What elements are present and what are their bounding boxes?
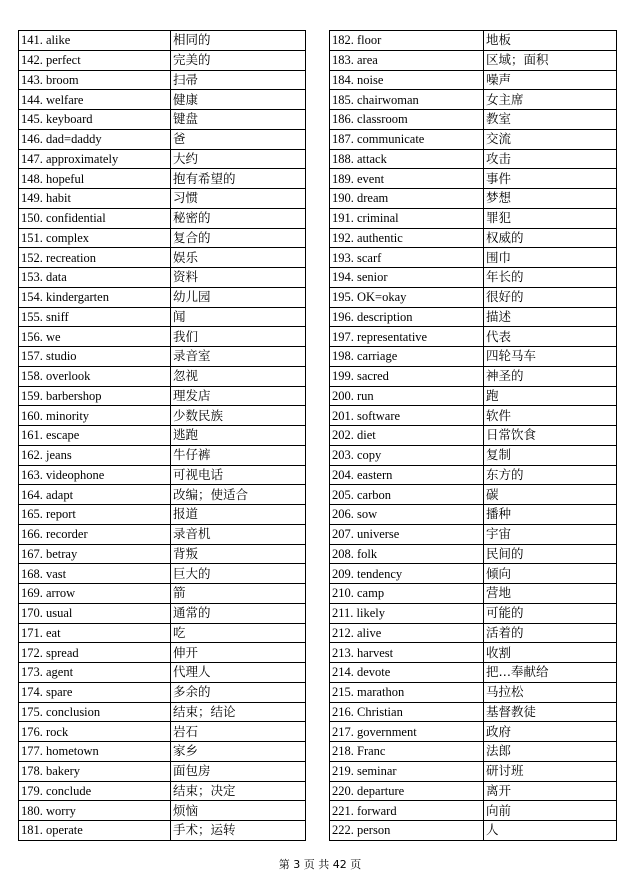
table-row (330, 702, 617, 722)
table-row (330, 248, 617, 268)
english-word-cell: 205. carbon (330, 485, 484, 505)
vocab-table-left-body (19, 31, 306, 841)
english-word-cell: 213. harvest (330, 643, 484, 663)
table-row (330, 307, 617, 327)
table-row (19, 426, 306, 446)
table-row (19, 544, 306, 564)
table-row (19, 682, 306, 702)
chinese-meaning-cell: 箭 (171, 584, 306, 604)
english-word-cell: 177. hometown (19, 742, 171, 762)
english-word-cell: 151. complex (19, 228, 171, 248)
chinese-meaning-cell: 收割 (484, 643, 617, 663)
chinese-meaning-cell: 跑 (484, 386, 617, 406)
table-row (19, 505, 306, 525)
vocab-table-left (18, 30, 306, 841)
chinese-meaning-cell: 复合的 (171, 228, 306, 248)
chinese-meaning-cell: 烦恼 (171, 801, 306, 821)
table-row (330, 426, 617, 446)
chinese-meaning-cell: 面包房 (171, 761, 306, 781)
english-word-cell: 141. alike (19, 31, 171, 51)
english-word-cell: 193. scarf (330, 248, 484, 268)
english-word-cell: 179. conclude (19, 781, 171, 801)
chinese-meaning-cell: 攻击 (484, 149, 617, 169)
english-word-cell: 188. attack (330, 149, 484, 169)
english-word-cell: 196. description (330, 307, 484, 327)
english-word-cell: 180. worry (19, 801, 171, 821)
english-word-cell: 170. usual (19, 603, 171, 623)
chinese-meaning-cell: 罪犯 (484, 208, 617, 228)
chinese-meaning-cell: 牛仔裤 (171, 445, 306, 465)
chinese-meaning-cell: 报道 (171, 505, 306, 525)
english-word-cell: 147. approximately (19, 149, 171, 169)
chinese-meaning-cell: 宇宙 (484, 524, 617, 544)
english-word-cell: 161. escape (19, 426, 171, 446)
table-row (330, 781, 617, 801)
chinese-meaning-cell: 权威的 (484, 228, 617, 248)
english-word-cell: 215. marathon (330, 682, 484, 702)
page-footer: 第 3 页 共 42 页 (278, 858, 362, 871)
english-word-cell: 192. authentic (330, 228, 484, 248)
chinese-meaning-cell: 复制 (484, 445, 617, 465)
chinese-meaning-cell: 录音机 (171, 524, 306, 544)
english-word-cell: 150. confidential (19, 208, 171, 228)
chinese-meaning-cell: 梦想 (484, 189, 617, 209)
chinese-meaning-cell: 通常的 (171, 603, 306, 623)
english-word-cell: 164. adapt (19, 485, 171, 505)
table-row (330, 722, 617, 742)
table-row (19, 287, 306, 307)
english-word-cell: 187. communicate (330, 129, 484, 149)
vocab-table-right-body (330, 31, 617, 841)
english-word-cell: 154. kindergarten (19, 287, 171, 307)
english-word-cell: 146. dad=daddy (19, 129, 171, 149)
english-word-cell: 167. betray (19, 544, 171, 564)
chinese-meaning-cell: 播种 (484, 505, 617, 525)
chinese-meaning-cell: 人 (484, 821, 617, 841)
table-row (330, 445, 617, 465)
english-word-cell: 211. likely (330, 603, 484, 623)
chinese-meaning-cell: 爸 (171, 129, 306, 149)
english-word-cell: 204. eastern (330, 465, 484, 485)
table-row (330, 406, 617, 426)
chinese-meaning-cell: 马拉松 (484, 682, 617, 702)
chinese-meaning-cell: 把…奉献给 (484, 663, 617, 683)
english-word-cell: 207. universe (330, 524, 484, 544)
english-word-cell: 149. habit (19, 189, 171, 209)
chinese-meaning-cell: 忽视 (171, 366, 306, 386)
table-row (330, 366, 617, 386)
chinese-meaning-cell: 手术；运转 (171, 821, 306, 841)
table-row (19, 228, 306, 248)
english-word-cell: 166. recorder (19, 524, 171, 544)
table-row (19, 584, 306, 604)
english-word-cell: 172. spread (19, 643, 171, 663)
table-row (330, 485, 617, 505)
chinese-meaning-cell: 巨大的 (171, 564, 306, 584)
chinese-meaning-cell: 背叛 (171, 544, 306, 564)
english-word-cell: 155. sniff (19, 307, 171, 327)
chinese-meaning-cell: 闻 (171, 307, 306, 327)
english-word-cell: 194. senior (330, 268, 484, 288)
english-word-cell: 156. we (19, 327, 171, 347)
english-word-cell: 183. area (330, 50, 484, 70)
chinese-meaning-cell: 代表 (484, 327, 617, 347)
table-row (19, 366, 306, 386)
english-word-cell: 165. report (19, 505, 171, 525)
english-word-cell: 200. run (330, 386, 484, 406)
english-word-cell: 198. carriage (330, 347, 484, 367)
table-row (19, 564, 306, 584)
english-word-cell: 208. folk (330, 544, 484, 564)
table-row (330, 465, 617, 485)
english-word-cell: 210. camp (330, 584, 484, 604)
table-row (19, 268, 306, 288)
chinese-meaning-cell: 政府 (484, 722, 617, 742)
chinese-meaning-cell: 营地 (484, 584, 617, 604)
english-word-cell: 219. seminar (330, 761, 484, 781)
chinese-meaning-cell: 法郎 (484, 742, 617, 762)
table-row (19, 485, 306, 505)
english-word-cell: 184. noise (330, 70, 484, 90)
chinese-meaning-cell: 研讨班 (484, 761, 617, 781)
english-word-cell: 171. eat (19, 623, 171, 643)
table-row (330, 742, 617, 762)
table-row (19, 90, 306, 110)
chinese-meaning-cell: 倾向 (484, 564, 617, 584)
table-row (330, 524, 617, 544)
chinese-meaning-cell: 多余的 (171, 682, 306, 702)
table-row (19, 50, 306, 70)
chinese-meaning-cell: 结束；结论 (171, 702, 306, 722)
chinese-meaning-cell: 逃跑 (171, 426, 306, 446)
chinese-meaning-cell: 可视电话 (171, 465, 306, 485)
english-word-cell: 214. devote (330, 663, 484, 683)
english-word-cell: 148. hopeful (19, 169, 171, 189)
table-row (330, 544, 617, 564)
table-row (19, 781, 306, 801)
chinese-meaning-cell: 交流 (484, 129, 617, 149)
table-row (330, 584, 617, 604)
english-word-cell: 186. classroom (330, 110, 484, 130)
english-word-cell: 212. alive (330, 623, 484, 643)
table-row (330, 70, 617, 90)
english-word-cell: 168. vast (19, 564, 171, 584)
chinese-meaning-cell: 家乡 (171, 742, 306, 762)
chinese-meaning-cell: 区域；面积 (484, 50, 617, 70)
chinese-meaning-cell: 离开 (484, 781, 617, 801)
english-word-cell: 162. jeans (19, 445, 171, 465)
chinese-meaning-cell: 改编；使适合 (171, 485, 306, 505)
english-word-cell: 178. bakery (19, 761, 171, 781)
english-word-cell: 197. representative (330, 327, 484, 347)
chinese-meaning-cell: 围巾 (484, 248, 617, 268)
english-word-cell: 222. person (330, 821, 484, 841)
english-word-cell: 157. studio (19, 347, 171, 367)
table-row (19, 801, 306, 821)
english-word-cell: 181. operate (19, 821, 171, 841)
english-word-cell: 218. Franc (330, 742, 484, 762)
chinese-meaning-cell: 神圣的 (484, 366, 617, 386)
chinese-meaning-cell: 事件 (484, 169, 617, 189)
chinese-meaning-cell: 理发店 (171, 386, 306, 406)
table-row (330, 663, 617, 683)
table-row (330, 149, 617, 169)
english-word-cell: 152. recreation (19, 248, 171, 268)
table-row (330, 50, 617, 70)
chinese-meaning-cell: 我们 (171, 327, 306, 347)
table-row (330, 129, 617, 149)
table-row (330, 682, 617, 702)
table-row (19, 761, 306, 781)
chinese-meaning-cell: 幼儿园 (171, 287, 306, 307)
table-row (19, 445, 306, 465)
english-word-cell: 191. criminal (330, 208, 484, 228)
chinese-meaning-cell: 日常饮食 (484, 426, 617, 446)
table-row (19, 307, 306, 327)
chinese-meaning-cell: 键盘 (171, 110, 306, 130)
table-row (19, 623, 306, 643)
table-row (330, 189, 617, 209)
english-word-cell: 169. arrow (19, 584, 171, 604)
chinese-meaning-cell: 活着的 (484, 623, 617, 643)
chinese-meaning-cell: 代理人 (171, 663, 306, 683)
table-row (19, 31, 306, 51)
table-row (19, 189, 306, 209)
chinese-meaning-cell: 伸开 (171, 643, 306, 663)
chinese-meaning-cell: 结束；决定 (171, 781, 306, 801)
english-word-cell: 221. forward (330, 801, 484, 821)
english-word-cell: 190. dream (330, 189, 484, 209)
english-word-cell: 202. diet (330, 426, 484, 446)
english-word-cell: 209. tendency (330, 564, 484, 584)
table-row (330, 801, 617, 821)
english-word-cell: 173. agent (19, 663, 171, 683)
table-row (19, 465, 306, 485)
table-row (330, 347, 617, 367)
table-row (19, 386, 306, 406)
english-word-cell: 176. rock (19, 722, 171, 742)
chinese-meaning-cell: 岩石 (171, 722, 306, 742)
chinese-meaning-cell: 少数民族 (171, 406, 306, 426)
chinese-meaning-cell: 碳 (484, 485, 617, 505)
table-row (330, 287, 617, 307)
english-word-cell: 153. data (19, 268, 171, 288)
table-row (19, 603, 306, 623)
table-row (330, 208, 617, 228)
chinese-meaning-cell: 描述 (484, 307, 617, 327)
chinese-meaning-cell: 很好的 (484, 287, 617, 307)
table-row (330, 110, 617, 130)
table-row (19, 722, 306, 742)
table-row (330, 386, 617, 406)
table-row (330, 505, 617, 525)
chinese-meaning-cell: 习惯 (171, 189, 306, 209)
english-word-cell: 143. broom (19, 70, 171, 90)
chinese-meaning-cell: 大约 (171, 149, 306, 169)
english-word-cell: 201. software (330, 406, 484, 426)
table-row (19, 327, 306, 347)
chinese-meaning-cell: 录音室 (171, 347, 306, 367)
vocab-table-right (329, 30, 617, 841)
english-word-cell: 159. barbershop (19, 386, 171, 406)
table-row (19, 643, 306, 663)
english-word-cell: 145. keyboard (19, 110, 171, 130)
table-row (19, 702, 306, 722)
table-row (19, 524, 306, 544)
chinese-meaning-cell: 抱有希望的 (171, 169, 306, 189)
english-word-cell: 175. conclusion (19, 702, 171, 722)
table-row (19, 169, 306, 189)
chinese-meaning-cell: 可能的 (484, 603, 617, 623)
table-row (330, 603, 617, 623)
chinese-meaning-cell: 民间的 (484, 544, 617, 564)
chinese-meaning-cell: 扫帚 (171, 70, 306, 90)
table-row (19, 248, 306, 268)
table-row (330, 564, 617, 584)
english-word-cell: 189. event (330, 169, 484, 189)
chinese-meaning-cell: 地板 (484, 31, 617, 51)
chinese-meaning-cell: 完美的 (171, 50, 306, 70)
chinese-meaning-cell: 四轮马车 (484, 347, 617, 367)
chinese-meaning-cell: 软件 (484, 406, 617, 426)
chinese-meaning-cell: 基督教徒 (484, 702, 617, 722)
chinese-meaning-cell: 资料 (171, 268, 306, 288)
table-row (19, 70, 306, 90)
table-row (19, 742, 306, 762)
table-row (19, 406, 306, 426)
table-row (330, 643, 617, 663)
english-word-cell: 174. spare (19, 682, 171, 702)
table-row (330, 761, 617, 781)
chinese-meaning-cell: 年长的 (484, 268, 617, 288)
english-word-cell: 142. perfect (19, 50, 171, 70)
chinese-meaning-cell: 娱乐 (171, 248, 306, 268)
english-word-cell: 163. videophone (19, 465, 171, 485)
english-word-cell: 158. overlook (19, 366, 171, 386)
table-row (330, 821, 617, 841)
table-row (19, 663, 306, 683)
chinese-meaning-cell: 健康 (171, 90, 306, 110)
english-word-cell: 220. departure (330, 781, 484, 801)
table-row (330, 31, 617, 51)
english-word-cell: 195. OK=okay (330, 287, 484, 307)
chinese-meaning-cell: 教室 (484, 110, 617, 130)
table-row (330, 623, 617, 643)
table-row (330, 327, 617, 347)
chinese-meaning-cell: 吃 (171, 623, 306, 643)
english-word-cell: 160. minority (19, 406, 171, 426)
table-row (330, 90, 617, 110)
chinese-meaning-cell: 女主席 (484, 90, 617, 110)
english-word-cell: 206. sow (330, 505, 484, 525)
english-word-cell: 216. Christian (330, 702, 484, 722)
table-row (19, 821, 306, 841)
english-word-cell: 217. government (330, 722, 484, 742)
table-row (330, 228, 617, 248)
chinese-meaning-cell: 噪声 (484, 70, 617, 90)
chinese-meaning-cell: 秘密的 (171, 208, 306, 228)
table-row (19, 129, 306, 149)
chinese-meaning-cell: 相同的 (171, 31, 306, 51)
table-row (330, 169, 617, 189)
english-word-cell: 144. welfare (19, 90, 171, 110)
english-word-cell: 182. floor (330, 31, 484, 51)
english-word-cell: 185. chairwoman (330, 90, 484, 110)
table-row (19, 347, 306, 367)
english-word-cell: 199. sacred (330, 366, 484, 386)
table-row (19, 110, 306, 130)
chinese-meaning-cell: 东方的 (484, 465, 617, 485)
table-row (330, 268, 617, 288)
table-row (19, 149, 306, 169)
table-row (19, 208, 306, 228)
english-word-cell: 203. copy (330, 445, 484, 465)
chinese-meaning-cell: 向前 (484, 801, 617, 821)
